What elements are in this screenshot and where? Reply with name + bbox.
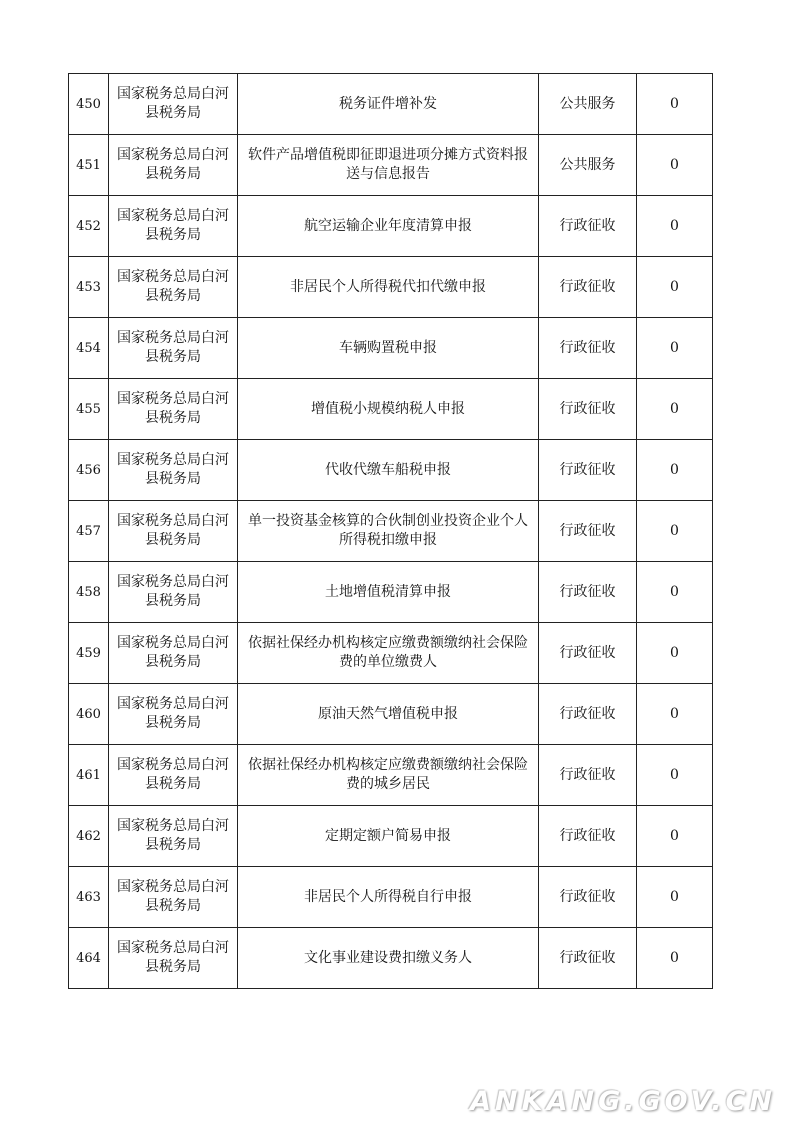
service-item-cell: 土地增值税清算申报 (238, 562, 539, 623)
department-cell: 国家税务总局白河县税务局 (109, 623, 238, 684)
department-cell: 国家税务总局白河县税务局 (109, 562, 238, 623)
service-item-cell: 依据社保经办机构核定应缴费额缴纳社会保险费的城乡居民 (238, 745, 539, 806)
count-cell: 0 (637, 928, 713, 989)
table-row (69, 806, 713, 867)
department-cell: 国家税务总局白河县税务局 (109, 257, 238, 318)
row-number: 452 (69, 196, 109, 257)
department-cell: 国家税务总局白河县税务局 (109, 867, 238, 928)
service-item-cell: 代收代缴车船税申报 (238, 440, 539, 501)
item-type-cell: 行政征收 (539, 257, 637, 318)
item-type-cell: 行政征收 (539, 928, 637, 989)
department-cell: 国家税务总局白河县税务局 (109, 440, 238, 501)
item-type-cell: 行政征收 (539, 379, 637, 440)
item-type-cell: 公共服务 (539, 74, 637, 135)
item-type-cell: 行政征收 (539, 440, 637, 501)
item-type-cell: 行政征收 (539, 684, 637, 745)
service-item-cell: 定期定额户简易申报 (238, 806, 539, 867)
count-cell: 0 (637, 135, 713, 196)
department-cell: 国家税务总局白河县税务局 (109, 684, 238, 745)
count-cell: 0 (637, 745, 713, 806)
count-cell: 0 (637, 196, 713, 257)
table-row (69, 501, 713, 562)
department-cell: 国家税务总局白河县税务局 (109, 806, 238, 867)
service-item-cell: 税务证件增补发 (238, 74, 539, 135)
table-row (69, 257, 713, 318)
service-item-cell: 航空运输企业年度清算申报 (238, 196, 539, 257)
table-row (69, 623, 713, 684)
department-cell: 国家税务总局白河县税务局 (109, 379, 238, 440)
row-number: 460 (69, 684, 109, 745)
table-row (69, 379, 713, 440)
item-type-cell: 行政征收 (539, 623, 637, 684)
row-number: 455 (69, 379, 109, 440)
count-cell: 0 (637, 379, 713, 440)
service-item-cell: 单一投资基金核算的合伙制创业投资企业个人所得税扣缴申报 (238, 501, 539, 562)
row-number: 456 (69, 440, 109, 501)
row-number: 459 (69, 623, 109, 684)
department-cell: 国家税务总局白河县税务局 (109, 501, 238, 562)
department-cell: 国家税务总局白河县税务局 (109, 928, 238, 989)
row-number: 463 (69, 867, 109, 928)
count-cell: 0 (637, 684, 713, 745)
service-list-table-container (68, 73, 712, 989)
count-cell: 0 (637, 318, 713, 379)
department-cell: 国家税务总局白河县税务局 (109, 135, 238, 196)
table-row (69, 562, 713, 623)
service-list-table (68, 73, 713, 989)
item-type-cell: 行政征收 (539, 806, 637, 867)
department-cell: 国家税务总局白河县税务局 (109, 318, 238, 379)
count-cell: 0 (637, 806, 713, 867)
table-row (69, 867, 713, 928)
item-type-cell: 行政征收 (539, 867, 637, 928)
count-cell: 0 (637, 501, 713, 562)
count-cell: 0 (637, 257, 713, 318)
service-item-cell: 依据社保经办机构核定应缴费额缴纳社会保险费的单位缴费人 (238, 623, 539, 684)
row-number: 457 (69, 501, 109, 562)
table-row (69, 440, 713, 501)
row-number: 453 (69, 257, 109, 318)
item-type-cell: 行政征收 (539, 562, 637, 623)
service-item-cell: 软件产品增值税即征即退进项分摊方式资料报送与信息报告 (238, 135, 539, 196)
count-cell: 0 (637, 623, 713, 684)
row-number: 461 (69, 745, 109, 806)
item-type-cell: 行政征收 (539, 318, 637, 379)
table-row (69, 684, 713, 745)
item-type-cell: 行政征收 (539, 501, 637, 562)
service-item-cell: 车辆购置税申报 (238, 318, 539, 379)
row-number: 451 (69, 135, 109, 196)
service-item-cell: 文化事业建设费扣缴义务人 (238, 928, 539, 989)
table-row (69, 745, 713, 806)
department-cell: 国家税务总局白河县税务局 (109, 745, 238, 806)
row-number: 464 (69, 928, 109, 989)
table-row (69, 196, 713, 257)
count-cell: 0 (637, 74, 713, 135)
count-cell: 0 (637, 867, 713, 928)
count-cell: 0 (637, 440, 713, 501)
item-type-cell: 行政征收 (539, 196, 637, 257)
table-row (69, 135, 713, 196)
site-watermark: ANKANG.GOV.CN (470, 1086, 776, 1117)
count-cell: 0 (637, 562, 713, 623)
service-item-cell: 非居民个人所得税代扣代缴申报 (238, 257, 539, 318)
item-type-cell: 公共服务 (539, 135, 637, 196)
table-row (69, 74, 713, 135)
table-row (69, 928, 713, 989)
service-item-cell: 非居民个人所得税自行申报 (238, 867, 539, 928)
department-cell: 国家税务总局白河县税务局 (109, 196, 238, 257)
item-type-cell: 行政征收 (539, 745, 637, 806)
row-number: 454 (69, 318, 109, 379)
service-item-cell: 原油天然气增值税申报 (238, 684, 539, 745)
table-body (69, 74, 713, 989)
row-number: 462 (69, 806, 109, 867)
row-number: 458 (69, 562, 109, 623)
table-row (69, 318, 713, 379)
service-item-cell: 增值税小规模纳税人申报 (238, 379, 539, 440)
department-cell: 国家税务总局白河县税务局 (109, 74, 238, 135)
row-number: 450 (69, 74, 109, 135)
